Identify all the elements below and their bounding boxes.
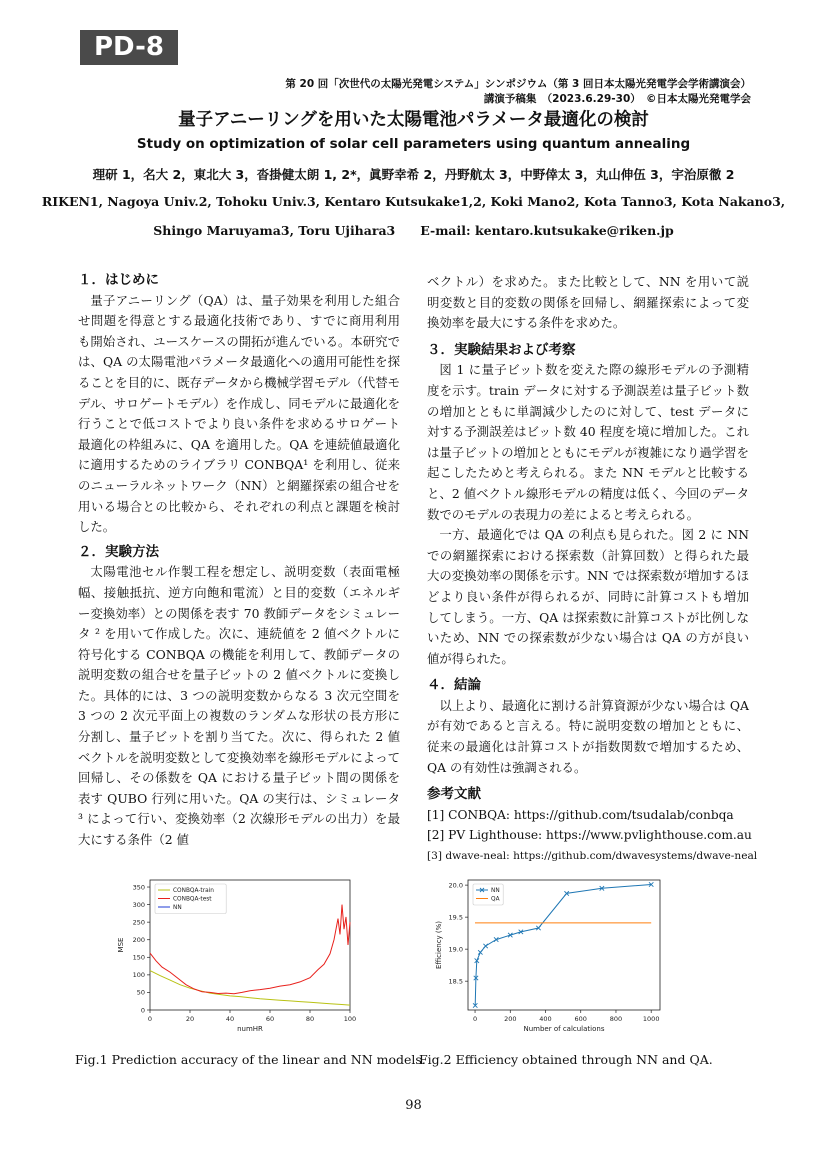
x-tick-label: 800: [609, 1015, 623, 1023]
method-text-continued: ベクトル）を求めた。また比較として、NN を用いて説明変数と目的変数の関係を回帰し、網羅探索によって変換効率を最大にする条件を求めた。: [427, 274, 749, 331]
intro-heading: １．はじめに: [78, 272, 159, 288]
conclusion-text: 以上より、最適化に割ける計算資源が少ない場合は QA が有効であると言える。特に説明変数の増加とともに、従来の最適化は計算コストが指数関数で増加するため、QA の有効性は強調される。: [427, 697, 749, 775]
figure-1-caption: Fig.1 Prediction accuracy of the linear and NN models.: [75, 1052, 426, 1067]
y-tick-label: 150: [132, 953, 145, 962]
title-english: Study on optimization of solar cell parameters using quantum annealing: [136, 136, 691, 152]
x-tick-label: 600: [574, 1015, 587, 1023]
legend-label: CONBQA-test: [173, 896, 212, 903]
left-column: [78, 270, 400, 851]
results-paragraph-1: 図 1 に量子ビット数を変えた際の線形モデルの予測精度を示す。train データに対する予測誤差は量子ビット数の増加とともに単調減少したのに対して、test データに対する予測誤差はビット数 40 程度を境に増加した。これは量子ビットの増加とともにモデルが複雑になり過学習を起こしたためと考えられる。また NN モデルと比較すると、2 値ベクトル線形モデルの精度は低く、今回のデータ数でのモデルの表現力の差によると考えられる。: [427, 362, 749, 522]
x-axis-label: Number of calculations: [523, 1025, 605, 1033]
legend-label: CONBQA-train: [173, 888, 214, 895]
figure-1-chart: [110, 872, 360, 1032]
affiliations-line-2: Shingo Maruyama3, Toru Ujihara3 E-mail: kentaro.kutsukake@riken.jp: [153, 223, 674, 238]
series-line-conbqa-train: [150, 971, 350, 1006]
x-tick-label: 40: [225, 1015, 235, 1023]
x-axis-label: numHR: [237, 1025, 263, 1032]
figure-2-chart: [432, 872, 670, 1037]
x-tick-label: 0: [147, 1015, 153, 1023]
y-tick-label: 0: [140, 1006, 145, 1015]
y-axis-label: Efficiency (%): [435, 920, 443, 970]
x-tick-label: 400: [539, 1015, 552, 1023]
data-point-marker: [478, 950, 482, 954]
authors-japanese: 理研 1，名大 2，東北大 3，沓掛健太朗 1, 2*，眞野幸希 2，丹野航太 3，中野倖太 3，丸山伸伍 3，宇治原徹 2: [92, 167, 735, 182]
legend-label: QA: [491, 896, 500, 903]
x-tick-label: 0: [472, 1015, 478, 1023]
title-japanese: 量子アニーリングを用いた太陽電池パラメータ最適化の検討: [178, 110, 649, 130]
y-axis-label: MSE: [117, 937, 125, 953]
intro-text: 量子アニーリング（QA）は、量子効果を利用した組合せ問題を得意とする最適化技術であり、すでに商用利用も開始され、ユースケースの開拓が進んでいる。本研究では、QA の太陽電池パラメータ最適化への適用可能性を探ることを目的に、既存データから機械学習モデル（代替モデル、サロゲートモデル）を作成し、同モデルに最適化を行うことで低コストでより良い条件を求めるサロゲート最適化の枠組みに、QA を適用した。QA を連続値最適化に適用するためのライブラリ CONBQA¹ を利用し、従来のニューラルネットワーク（NN）と網羅探索の組合せを用いる場合との比較から、それぞれの利点と課題を検討した。: [78, 292, 400, 535]
y-tick-label: 100: [132, 971, 145, 980]
y-tick-label: 200: [132, 936, 145, 945]
legend-label: NN: [491, 888, 500, 895]
conference-line-2: 講演予稿集 （2023.6.29-30） ©日本太陽光発電学会: [483, 93, 751, 105]
conference-line-1: 第 20 回「次世代の太陽光発電システム」シンポジウム（第 3 回日本太陽光発電学会学術講演会）: [285, 78, 751, 90]
results-paragraph-2: 一方、最適化では QA の利点も見られた。図 2 に NN での網羅探索における探索数（計算回数）と得られた最大の変換効率の関係を示す。NN では探索数が増加するほどより良い条件が得られるが、同時に計算コストも増加してしまう。一方、QA は探索数に計算コストが比例しないため、NN での探索数が少ない場合は QA の方が良い値が得られた。: [427, 527, 750, 666]
page-number: 98: [405, 1098, 422, 1113]
session-badge: PD-8: [80, 30, 178, 65]
y-tick-label: 20.0: [448, 881, 463, 890]
y-tick-label: 300: [132, 900, 145, 909]
x-tick-label: 200: [504, 1015, 517, 1023]
results-heading: ３．実験結果および考察: [427, 341, 576, 358]
conclusion-heading: ４．結論: [427, 677, 481, 694]
y-tick-label: 19.0: [448, 945, 463, 954]
method-heading: ２．実験方法: [78, 543, 159, 560]
reference-2: [2] PV Lighthouse: https://www.pvlighthouse.com.au: [427, 828, 752, 843]
x-tick-label: 20: [185, 1015, 195, 1023]
reference-1: [1] CONBQA: https://github.com/tsudalab/conbqa: [427, 807, 734, 822]
series-line-conbqa-test: [150, 905, 350, 994]
x-tick-label: 60: [265, 1015, 275, 1023]
x-tick-label: 80: [305, 1015, 315, 1023]
y-tick-label: 350: [132, 883, 145, 892]
reference-3: [3] dwave-neal: https://github.com/dwavesystems/dwave-neal: [427, 850, 758, 863]
y-tick-label: 250: [132, 918, 145, 927]
legend-label: NN: [173, 905, 182, 912]
right-column: [427, 272, 758, 867]
y-tick-label: 18.5: [448, 977, 463, 986]
figure-2-caption: Fig.2 Efficiency obtained through NN and QA.: [419, 1052, 713, 1067]
x-tick-label: 100: [343, 1015, 357, 1023]
references-heading: 参考文献: [427, 786, 481, 803]
affiliations-line-1: RIKEN1, Nagoya Univ.2, Tohoku Univ.3, Kentaro Kutsukake1,2, Koki Mano2, Kota Tanno3, Kota Nakano3,: [41, 194, 786, 209]
data-point-marker: [483, 944, 487, 948]
x-tick-label: 1000: [642, 1015, 660, 1023]
y-tick-label: 50: [136, 988, 145, 997]
method-text: 太陽電池セル作製工程を想定し、説明変数（表面電極幅、接触抵抗、逆方向飽和電流）と目的変数（エネルギー変換効率）との関係を表す 70 教師データをシミュレータ ² を用いて作成した。次に、連続値を 2 値ベクトルに符号化する CONBQA の機能を利用して、教師データの説明変数の組合せを量子ビットの 2 値ベクトルに変換した。具体的には、3 つの説明変数からなる 3 次元空間を 3 つの 2 次元平面上の複数のランダムな形状の長方形に分割し、量子ビットを割り当てた。次に、得られた 2 値ベクトルを説明変数として変換効率を線形モデルによって回帰し、その係数を QA における量子ビット間の関係を表す QUBO 行列に用いた。QA の実行は、シミュレータ ³ によって行い、変換効率（2 次線形モデルの出力）を最大にする条件（2 値: [78, 564, 400, 848]
y-tick-label: 19.5: [448, 913, 463, 922]
